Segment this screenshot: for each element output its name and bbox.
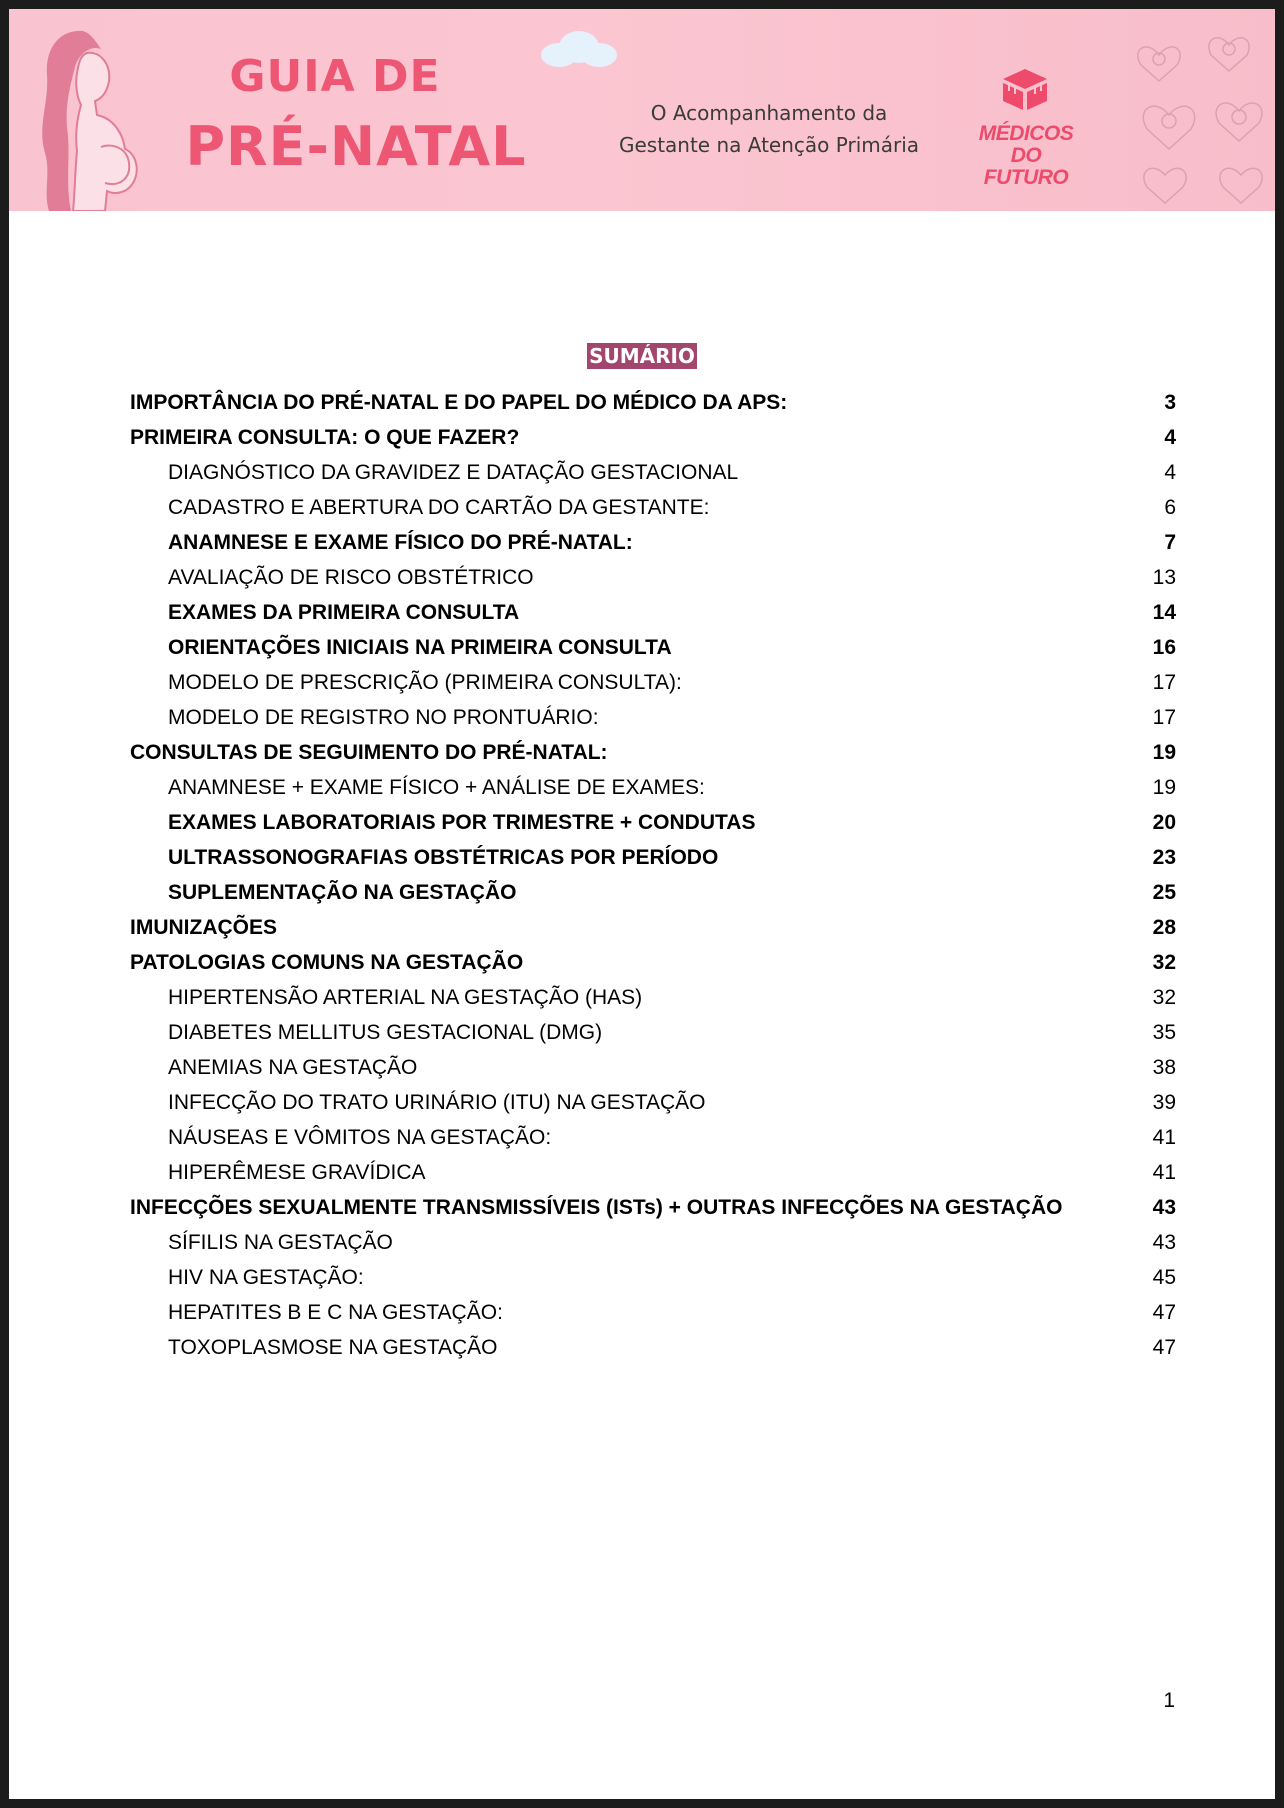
- toc-entry-page: 38: [1152, 1056, 1176, 1079]
- table-of-contents: [130, 385, 1176, 1365]
- toc-entry-title: ANAMNESE + EXAME FÍSICO + ANÁLISE DE EXAMES:: [168, 776, 705, 799]
- box-logo-icon: [1001, 67, 1049, 111]
- toc-entry-title: INFECÇÕES SEXUALMENTE TRANSMISSÍVEIS (ISTs) + OUTRAS INFECÇÕES NA GESTAÇÃO: [130, 1196, 1063, 1219]
- toc-entry-page: 47: [1152, 1301, 1176, 1324]
- toc-entry-page: 16: [1152, 636, 1176, 659]
- toc-entry[interactable]: [130, 385, 1176, 420]
- toc-entry-page: 13: [1152, 566, 1176, 589]
- toc-entry[interactable]: [130, 700, 1176, 735]
- toc-entry-page: 32: [1152, 986, 1176, 1009]
- toc-entry-page: 28: [1152, 916, 1176, 939]
- toc-entry[interactable]: [130, 910, 1176, 945]
- toc-entry[interactable]: [130, 735, 1176, 770]
- toc-entry-title: CADASTRO E ABERTURA DO CARTÃO DA GESTANTE:: [168, 496, 710, 519]
- toc-entry[interactable]: [130, 525, 1176, 560]
- toc-entry-title: SÍFILIS NA GESTAÇÃO: [168, 1231, 393, 1254]
- toc-entry-title: CONSULTAS DE SEGUIMENTO DO PRÉ-NATAL:: [130, 741, 608, 764]
- document-page: [9, 9, 1275, 1799]
- toc-entry-page: 25: [1152, 881, 1176, 904]
- banner-subtitle-line-2: Gestante na Atenção Primária: [618, 133, 920, 157]
- toc-entry-title: PRIMEIRA CONSULTA: O QUE FAZER?: [130, 426, 520, 449]
- toc-entry[interactable]: [130, 770, 1176, 805]
- toc-entry-page: 47: [1152, 1336, 1176, 1359]
- toc-entry[interactable]: [130, 1015, 1176, 1050]
- toc-entry-page: 6: [1164, 496, 1176, 519]
- toc-entry[interactable]: [130, 1330, 1176, 1365]
- toc-entry-page: 14: [1152, 601, 1176, 624]
- toc-entry-page: 41: [1152, 1126, 1176, 1149]
- summary-heading: [9, 343, 1275, 369]
- toc-entry-title: EXAMES LABORATORIAIS POR TRIMESTRE + CONDUTAS: [168, 811, 756, 834]
- banner-subtitle-line-1: O Acompanhamento da: [650, 101, 888, 125]
- summary-heading-label: SUMÁRIO: [589, 344, 695, 368]
- toc-entry-title: INFECÇÃO DO TRATO URINÁRIO (ITU) NA GESTAÇÃO: [168, 1091, 706, 1114]
- toc-entry-title: HIV NA GESTAÇÃO:: [168, 1266, 364, 1289]
- toc-entry-title: HIPERÊMESE GRAVÍDICA: [168, 1161, 426, 1184]
- brand-logo-text: [971, 123, 1081, 189]
- toc-entry-title: NÁUSEAS E VÔMITOS NA GESTAÇÃO:: [168, 1126, 552, 1149]
- toc-entry-page: 43: [1152, 1196, 1176, 1219]
- toc-entry[interactable]: [130, 630, 1176, 665]
- cloud-icon: [535, 27, 621, 71]
- toc-entry[interactable]: [130, 455, 1176, 490]
- logo-line-2: DO FUTURO: [983, 144, 1069, 189]
- toc-entry-title: TOXOPLASMOSE NA GESTAÇÃO: [168, 1336, 498, 1359]
- toc-entry[interactable]: [130, 875, 1176, 910]
- toc-entry-page: 32: [1152, 951, 1176, 974]
- toc-entry-title: HIPERTENSÃO ARTERIAL NA GESTAÇÃO (HAS): [168, 986, 643, 1009]
- toc-entry-title: ANEMIAS NA GESTAÇÃO: [168, 1056, 418, 1079]
- hearts-sketch-illustration: [1129, 15, 1275, 211]
- toc-entry-page: 4: [1164, 426, 1176, 449]
- page-number: 1: [1163, 1689, 1175, 1712]
- toc-entry[interactable]: [130, 420, 1176, 455]
- toc-entry-title: MODELO DE PRESCRIÇÃO (PRIMEIRA CONSULTA):: [168, 671, 682, 694]
- toc-entry-title: ULTRASSONOGRAFIAS OBSTÉTRICAS POR PERÍODO: [168, 846, 719, 869]
- toc-entry-page: 35: [1152, 1021, 1176, 1044]
- toc-entry[interactable]: [130, 560, 1176, 595]
- toc-entry-page: 17: [1152, 706, 1176, 729]
- toc-entry-title: AVALIAÇÃO DE RISCO OBSTÉTRICO: [168, 566, 534, 589]
- toc-entry-page: 23: [1152, 846, 1176, 869]
- toc-entry[interactable]: [130, 595, 1176, 630]
- toc-entry-title: HEPATITES B E C NA GESTAÇÃO:: [168, 1301, 503, 1324]
- toc-entry[interactable]: [130, 1260, 1176, 1295]
- toc-entry-title: MODELO DE REGISTRO NO PRONTUÁRIO:: [168, 706, 599, 729]
- toc-entry-title: PATOLOGIAS COMUNS NA GESTAÇÃO: [130, 951, 524, 974]
- toc-entry-title: EXAMES DA PRIMEIRA CONSULTA: [168, 601, 520, 624]
- toc-entry-title: IMUNIZAÇÕES: [130, 916, 277, 939]
- banner-title-line-2: PRÉ-NATAL: [185, 115, 527, 178]
- toc-entry-page: 45: [1152, 1266, 1176, 1289]
- toc-entry-title: SUPLEMENTAÇÃO NA GESTAÇÃO: [168, 881, 517, 904]
- toc-entry-page: 43: [1152, 1231, 1176, 1254]
- toc-entry[interactable]: [130, 1225, 1176, 1260]
- banner-title-line-1: GUIA DE: [229, 51, 441, 102]
- toc-entry-page: 19: [1152, 741, 1176, 764]
- toc-entry-page: 39: [1152, 1091, 1176, 1114]
- toc-entry-title: DIABETES MELLITUS GESTACIONAL (DMG): [168, 1021, 603, 1044]
- toc-entry[interactable]: [130, 1295, 1176, 1330]
- toc-entry[interactable]: [130, 840, 1176, 875]
- toc-entry[interactable]: [130, 665, 1176, 700]
- toc-entry-page: 3: [1164, 391, 1176, 414]
- logo-line-1: MÉDICOS: [978, 122, 1074, 145]
- toc-entry[interactable]: [130, 980, 1176, 1015]
- toc-entry[interactable]: [130, 490, 1176, 525]
- pregnant-woman-illustration: [31, 23, 141, 211]
- toc-entry[interactable]: [130, 1050, 1176, 1085]
- toc-entry-page: 20: [1152, 811, 1176, 834]
- toc-entry-title: DIAGNÓSTICO DA GRAVIDEZ E DATAÇÃO GESTACIONAL: [168, 461, 739, 484]
- toc-entry-page: 41: [1152, 1161, 1176, 1184]
- toc-entry[interactable]: [130, 1190, 1176, 1225]
- toc-entry[interactable]: [130, 1085, 1176, 1120]
- toc-entry[interactable]: [130, 1155, 1176, 1190]
- toc-entry-title: IMPORTÂNCIA DO PRÉ-NATAL E DO PAPEL DO MÉDICO DA APS:: [130, 391, 788, 414]
- toc-entry[interactable]: [130, 805, 1176, 840]
- toc-entry-page: 19: [1152, 776, 1176, 799]
- header-banner: [9, 9, 1275, 211]
- toc-entry-title: ANAMNESE E EXAME FÍSICO DO PRÉ-NATAL:: [168, 531, 633, 554]
- toc-entry-page: 17: [1152, 671, 1176, 694]
- toc-entry-page: 7: [1164, 531, 1176, 554]
- toc-entry-page: 4: [1164, 461, 1176, 484]
- toc-entry[interactable]: [130, 1120, 1176, 1155]
- toc-entry[interactable]: [130, 945, 1176, 980]
- toc-entry-title: ORIENTAÇÕES INICIAIS NA PRIMEIRA CONSULTA: [168, 636, 672, 659]
- banner-subtitle: [579, 97, 959, 161]
